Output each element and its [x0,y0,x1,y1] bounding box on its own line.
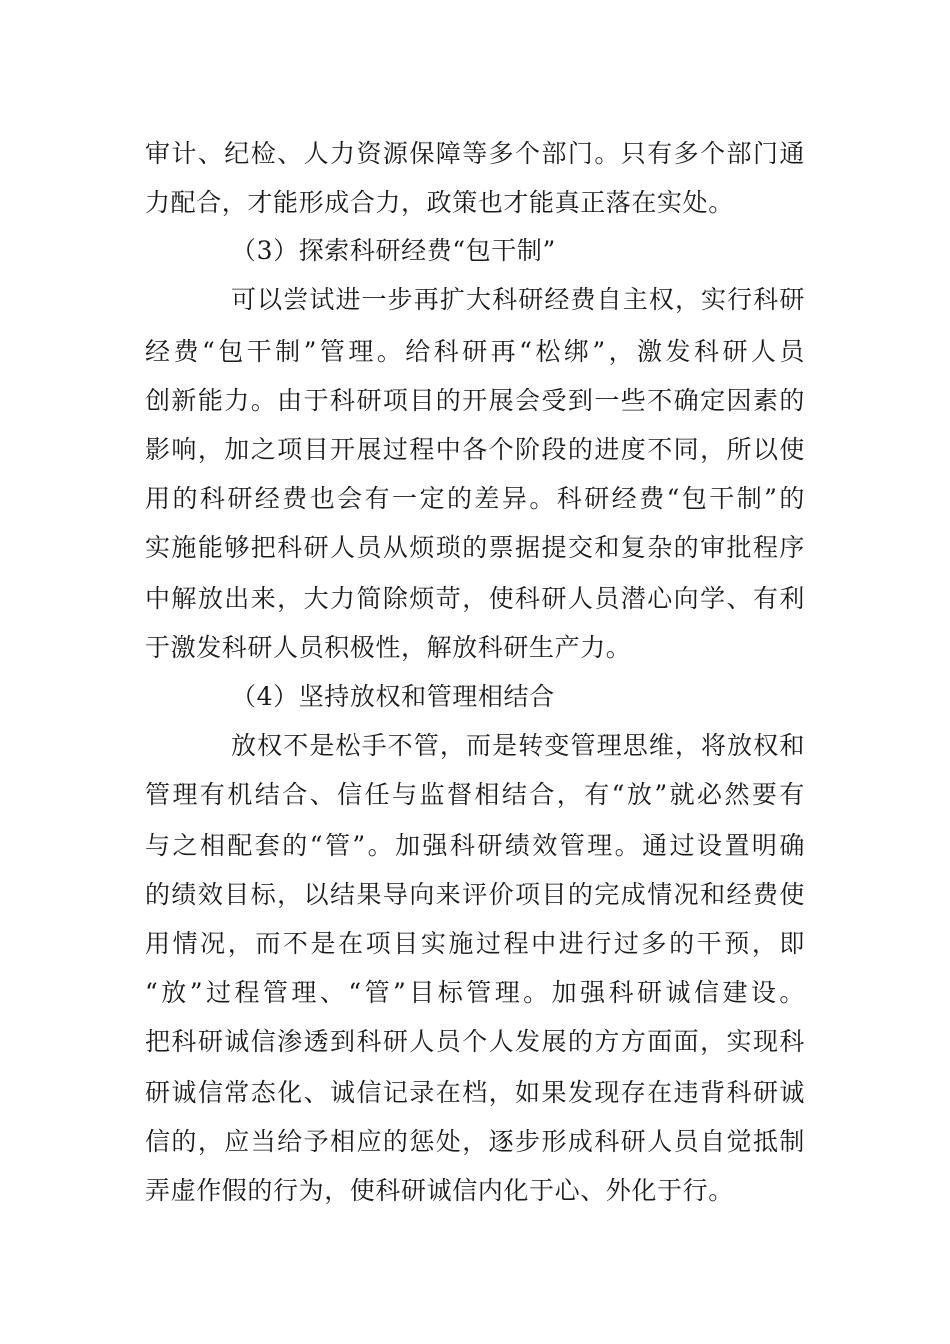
body-text-line: 弄虚作假的行为，使科研诚信内化于心、外化于行。 [145,1176,734,1205]
body-text-line: “放”过程管理、“管”目标管理。加强科研诚信建设。 [145,978,805,1007]
body-text-line: 信的，应当给予相应的惩处，逐步形成科研人员自觉抵制 [145,1127,805,1156]
body-text-line: 审计、纪检、人力资源保障等多个部门。只有多个部门通 [145,139,805,168]
section-heading-4: （4）坚持放权和管理相结合 [231,682,555,711]
section-heading-3: （3）探索科研经费“包干制” [231,236,556,265]
body-text-line: 用情况，而不是在项目实施过程中进行过多的干预，即 [145,929,805,958]
body-text-line: 经费“包干制”管理。给科研再“松绑”，激发科研人员 [145,337,805,366]
body-text-line: 把科研诚信渗透到科研人员个人发展的方方面面，实现科 [145,1027,805,1056]
body-text-line: 中解放出来，大力简除烦苛，使科研人员潜心向学、有利 [145,584,805,613]
body-text-line: 用的科研经费也会有一定的差异。科研经费“包干制”的 [145,484,805,513]
body-text-line: 研诚信常态化、诚信记录在档，如果发现存在违背科研诚 [145,1078,805,1107]
body-text-line: 创新能力。由于科研项目的开展会受到一些不确定因素的 [145,386,805,415]
body-text-line: 于激发科研人员积极性，解放科研生产力。 [145,633,632,662]
paragraph-first-line: 可以尝试进一步再扩大科研经费自主权，实行科研 [231,285,805,314]
body-text-line: 实施能够把科研人员从烦琐的票据提交和复杂的审批程序 [145,533,805,562]
paragraph-first-line: 放权不是松手不管，而是转变管理思维，将放权和 [231,731,805,760]
body-text-line: 的绩效目标，以结果导向来评价项目的完成情况和经费使 [145,880,805,909]
body-text-line: 管理有机结合、信任与监督相结合，有“放”就必然要有 [145,780,805,809]
body-text-line: 与之相配套的“管”。加强科研绩效管理。通过设置明确 [145,831,805,860]
body-text-line: 影响，加之项目开展过程中各个阶段的进度不同，所以使 [145,435,805,464]
body-text-line: 力配合，才能形成合力，政策也才能真正落在实处。 [145,188,734,217]
